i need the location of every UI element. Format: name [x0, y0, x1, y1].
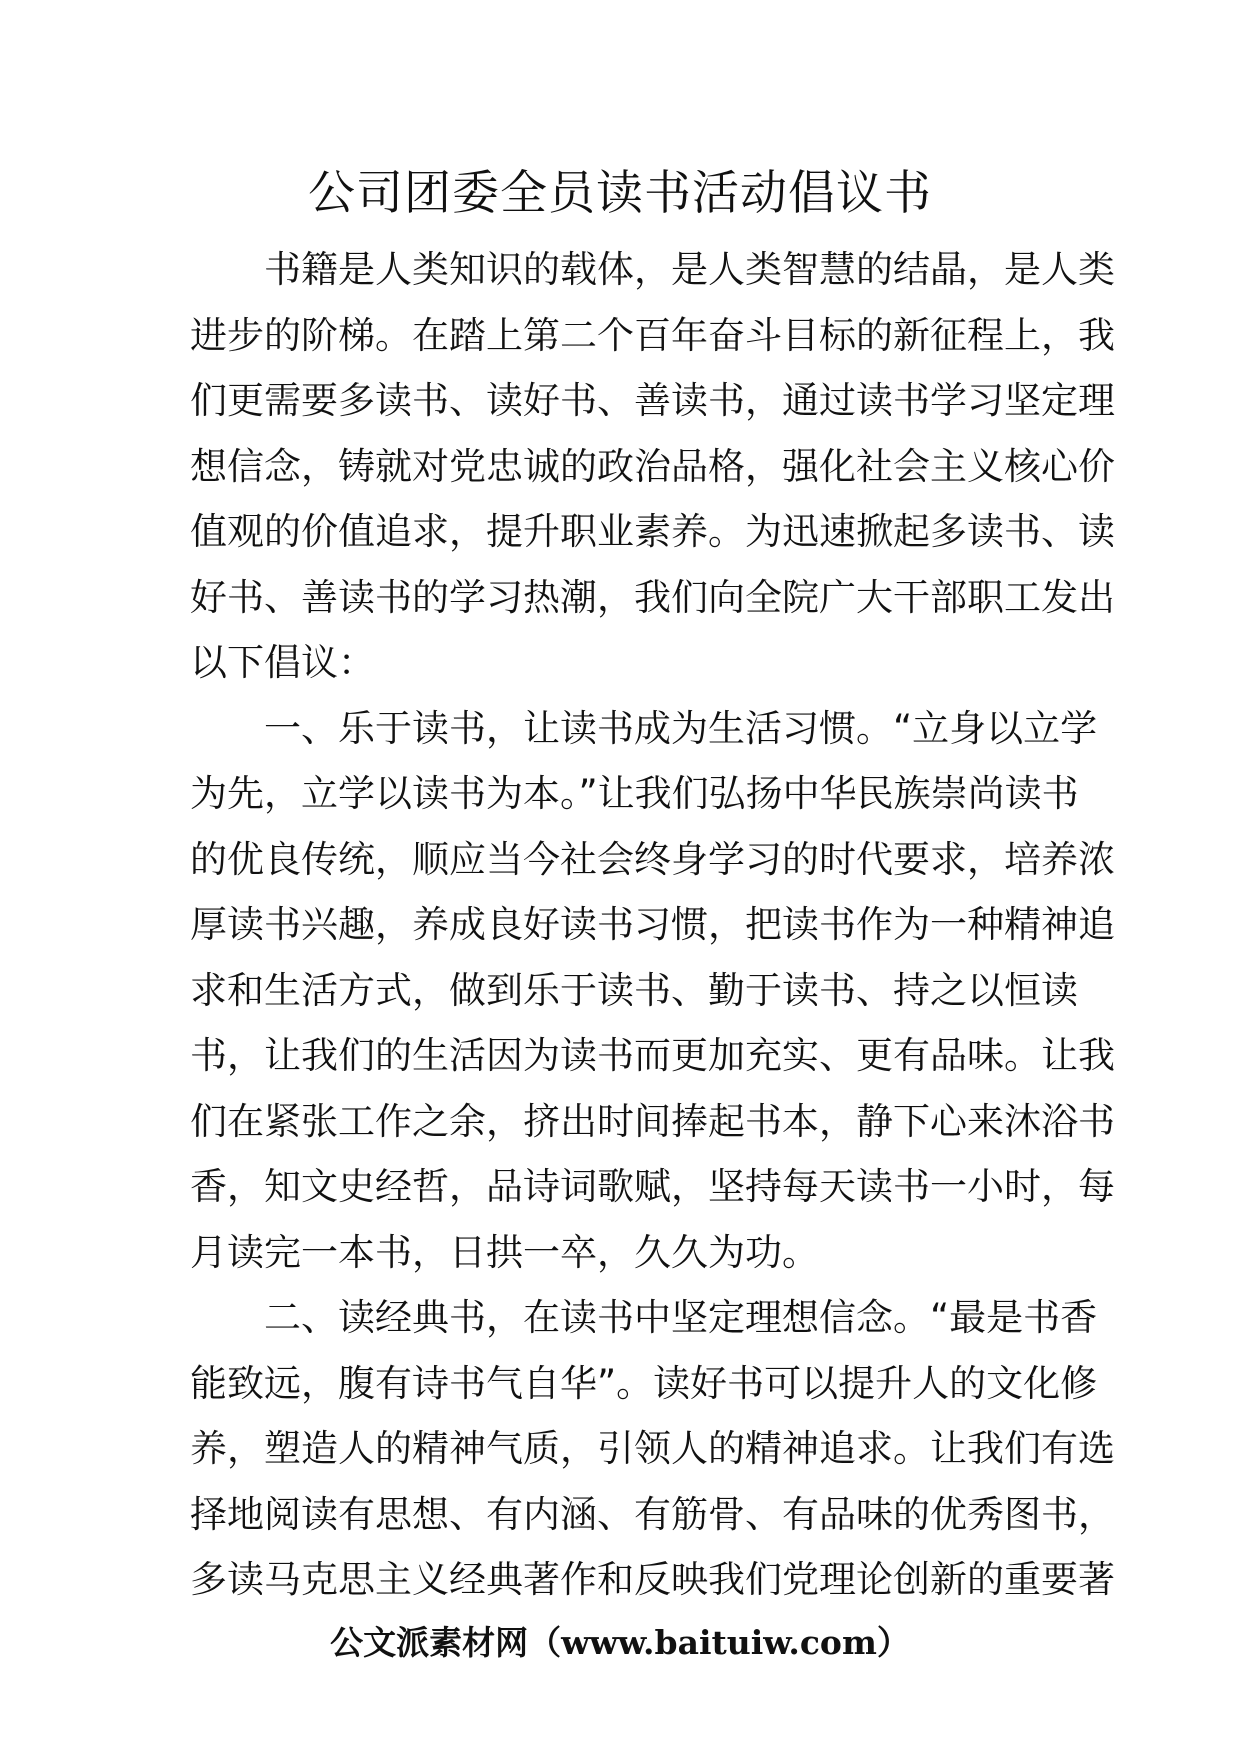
paragraph-line: 一、乐于读书，让读书成为生活习惯。“立身以立学 [264, 706, 1098, 750]
paragraph-line: 书，让我们的生活因为读书而更加充实、更有品味。让我 [190, 1034, 1115, 1077]
paragraph-line: 的优良传统，顺应当今社会终身学习的时代要求，培养浓 [190, 837, 1115, 881]
paragraph-line: 们更需要多读书、读好书、善读书，通过读书学习坚定理 [190, 379, 1115, 422]
paragraph-line: 进步的阶梯。在踏上第二个百年奋斗目标的新征程上，我 [190, 313, 1115, 357]
paragraph-line: 好书、善读书的学习热潮，我们向全院广大干部职工发出 [190, 575, 1115, 619]
paragraph-line: 二、读经典书，在读书中坚定理想信念。“最是书香 [264, 1296, 1098, 1339]
paragraph-line: 能致远，腹有诗书气自华”。读好书可以提升人的文化修 [190, 1361, 1098, 1405]
paragraph-line: 月读完一本书，日拱一卒，久久为功。 [190, 1230, 819, 1274]
source-watermark: 公文派素材网（www.baituiw.com） [330, 1623, 910, 1662]
paragraph-line: 想信念，铸就对党忠诚的政治品格，强化社会主义核心价 [190, 444, 1115, 488]
paragraph-line: 以下倡议： [190, 641, 375, 684]
paragraph-line: 为先，立学以读书为本。”让我们弘扬中华民族崇尚读书 [190, 772, 1079, 815]
paragraph-line: 求和生活方式，做到乐于读书、勤于读书、持之以恒读 [190, 968, 1078, 1012]
paragraph-line: 们在紧张工作之余，挤出时间捧起书本，静下心来沐浴书 [190, 1099, 1115, 1143]
paragraph-line: 香，知文史经哲，品诗词歌赋，坚持每天读书一小时，每 [190, 1165, 1115, 1208]
paragraph-line: 择地阅读有思想、有内涵、有筋骨、有品味的优秀图书， [190, 1492, 1115, 1536]
document-title: 公司团委全员读书活动倡议书 [308, 166, 932, 221]
document-body [190, 237, 1115, 1613]
paragraph-line: 书籍是人类知识的载体，是人类智慧的结晶，是人类 [264, 248, 1115, 291]
paragraph-line: 厚读书兴趣，养成良好读书习惯，把读书作为一种精神追 [190, 903, 1115, 946]
paragraph-line: 值观的价值追求，提升职业素养。为迅速掀起多读书、读 [190, 510, 1115, 553]
paragraph-line: 多读马克思主义经典著作和反映我们党理论创新的重要著 [190, 1558, 1115, 1601]
paragraph-line: 养，塑造人的精神气质，引领人的精神追求。让我们有选 [190, 1427, 1115, 1470]
